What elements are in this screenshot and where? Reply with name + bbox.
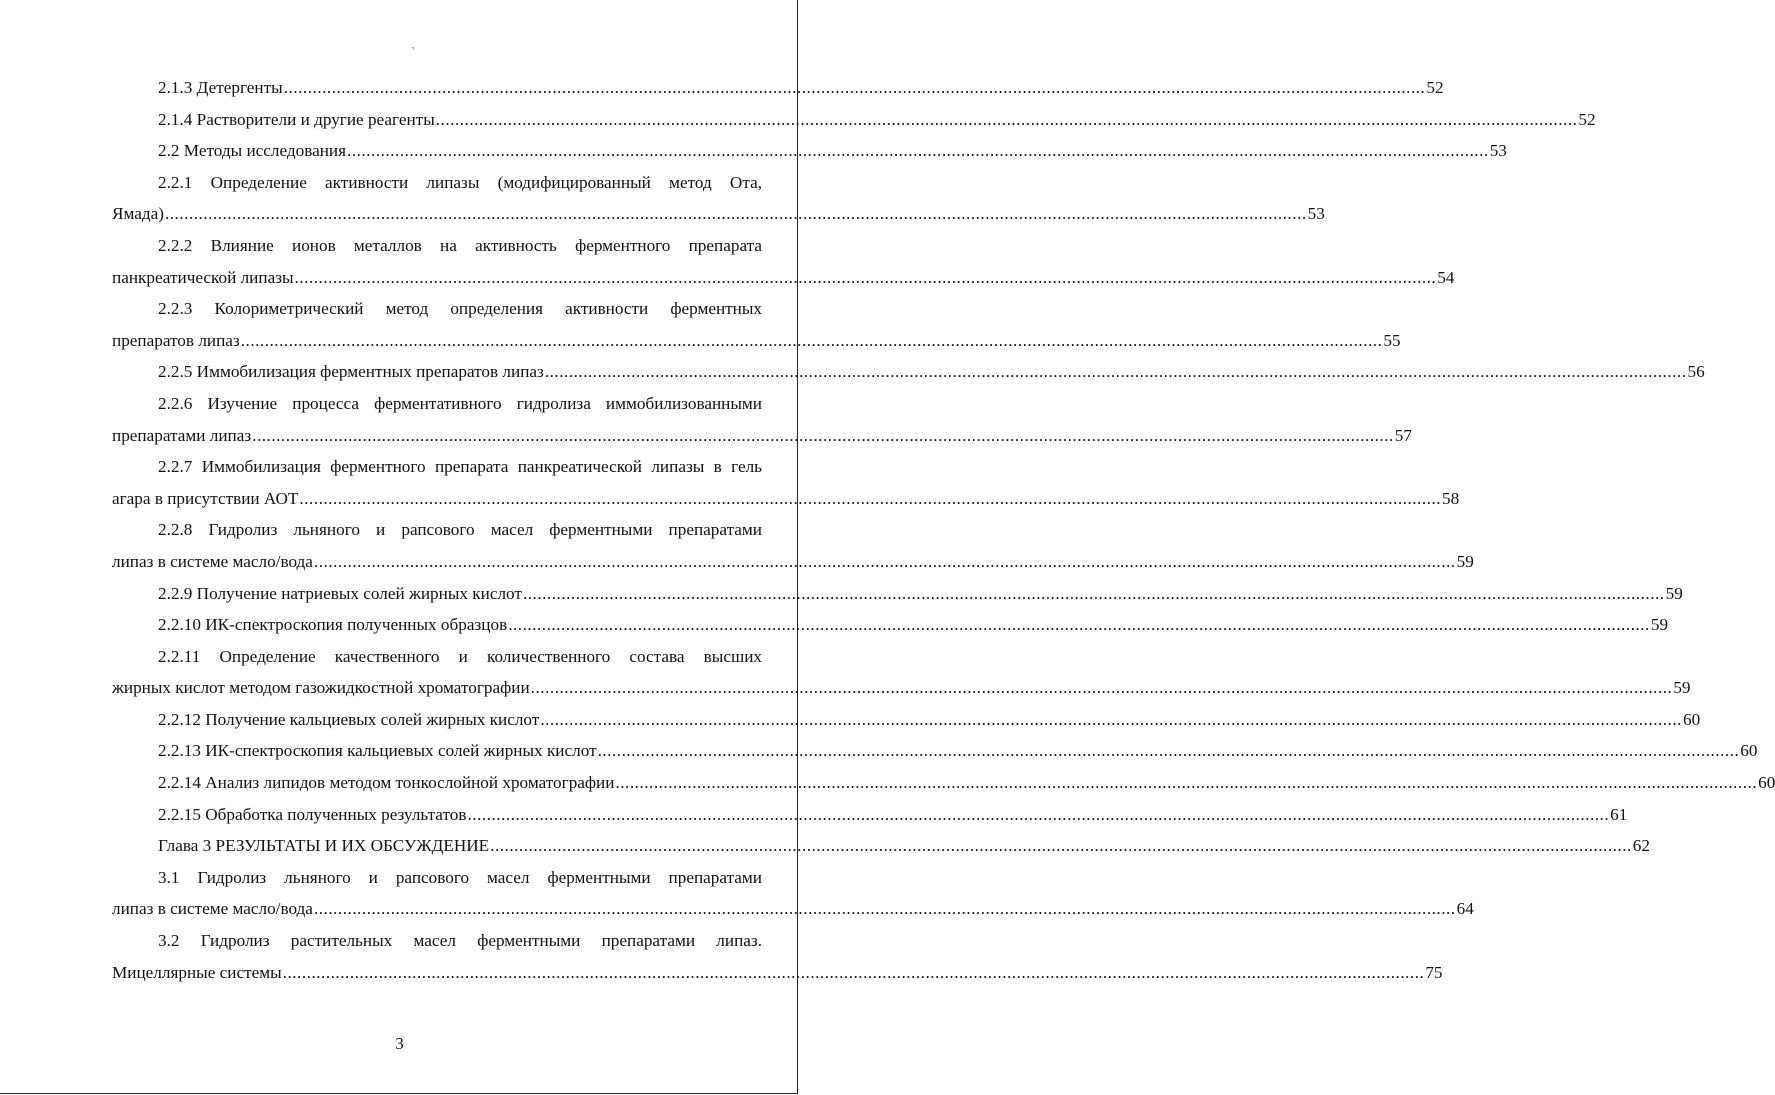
leader-dots [467,799,1609,831]
toc-entry-title-line1: 2.2.1 Определение активности липазы (модифицированный метод Ота, [158,172,762,192]
toc-entry-title-line1: 2.2.8 Гидролиз льняного и рапсового масел ферментными препаратами [158,520,762,540]
toc-entry[interactable] [112,293,1401,356]
leader-dots [490,830,1632,862]
toc-entry-title: агара в присутствии АОТ [112,488,299,508]
toc-entry[interactable] [112,514,1474,577]
toc-entry-title-line1: 2.2.3 Колориметрический метод определения активности ферментных [158,299,762,319]
leader-dots [531,672,1673,704]
toc-page-number: 59 [1665,583,1683,603]
toc-entry[interactable] [112,72,1444,104]
toc-entry-title: препаратами липаз [112,425,252,445]
leader-dots [314,546,1456,578]
leader-dots [523,578,1665,610]
toc-entry-title-line1: 2.2.11 Определение качественного и количественного состава высших [158,646,762,666]
toc-entry[interactable] [112,451,1460,514]
toc-page-number: 58 [1442,488,1460,508]
toc-entry[interactable] [112,388,1412,451]
toc-page-number: 59 [1456,551,1474,571]
toc-entry[interactable] [112,862,1474,925]
toc-entry[interactable] [112,925,1443,988]
toc-entry[interactable] [112,104,1596,136]
toc-entry-title: 2.2.12 Получение кальциевых солей жирных кислот [158,709,540,729]
toc-page-number: 53 [1489,141,1507,161]
leader-dots [252,420,1394,452]
toc-entry-title: 2.1.4 Растворители и другие реагенты [158,109,435,129]
leader-dots [284,72,1426,104]
toc-page-number: 59 [1650,615,1669,635]
toc-entry[interactable] [112,767,1775,799]
leader-dots [615,767,1757,799]
leader-dots [295,262,1437,294]
toc-entry-title: панкреатической липазы [112,267,294,287]
leader-dots [283,957,1425,989]
toc-entry-title: липаз в системе масло/вода [112,899,313,919]
leader-dots [165,198,1307,230]
toc-page-number: 52 [1578,109,1596,129]
toc-page-number: 59 [1673,678,1691,698]
toc-entry[interactable] [112,641,1691,704]
toc-entry[interactable] [112,735,1758,767]
toc-page-number: 56 [1687,362,1705,382]
toc-page-number: 60 [1682,709,1701,729]
toc-entry-title: жирных кислот методом газожидкостной хроматографии [112,678,530,698]
toc-entry-title: 2.1.3 Детергенты [158,78,283,97]
toc-entry-title-line1: 2.2.7 Иммобилизация ферментного препарата панкреатической липазы в гель [158,457,762,477]
leader-dots [508,609,1650,641]
leader-dots [545,356,1687,388]
toc-entry-title: препаратов липаз [112,330,240,350]
toc-entry-title-line1: 3.1 Гидролиз льняного и рапсового масел ферментными препаратами [158,867,762,887]
toc-page-number: 75 [1425,962,1443,982]
toc-entry-title: 2.2.10 ИК-спектроскопия полученных образцов [158,615,508,635]
toc-page-number: 57 [1394,425,1412,445]
toc-page-number: 60 [1758,773,1775,793]
toc-entry[interactable] [112,230,1455,293]
toc-entry-title: Мицеллярные системы [112,962,282,982]
toc-entry-title: 2.2.13 ИК-спектроскопия кальциевых солей жирных кислот [158,741,597,761]
leader-dots [598,735,1740,767]
leader-dots [347,135,1489,167]
toc-page-number: 64 [1456,899,1474,919]
scan-speck: ˈ [478,563,482,574]
toc-page-number: 61 [1610,804,1628,824]
toc-entry[interactable] [112,704,1701,736]
toc-entry[interactable] [112,578,1683,610]
leader-dots [299,483,1441,515]
toc-entry-title: 2.2.5 Иммобилизация ферментных препаратов липаз [158,362,544,382]
leader-dots [540,704,1682,736]
leader-dots [436,104,1578,136]
toc-entry-title: Глава 3 РЕЗУЛЬТАТЫ И ИХ ОБСУЖДЕНИЕ [158,836,490,856]
toc-entry[interactable] [112,830,1650,862]
table-of-contents [112,72,1775,988]
toc-entry-title: 2.2.15 Обработка полученных результатов [158,804,467,824]
toc-entry[interactable] [112,135,1507,167]
toc-entry-title: липаз в системе масло/вода [112,551,313,571]
toc-entry-title: 2.2 Методы исследования [158,141,347,161]
toc-entry[interactable] [112,609,1669,641]
toc-entry[interactable] [112,167,1325,230]
leader-dots [314,893,1456,925]
toc-entry-title: Ямада) [112,204,164,224]
toc-page-number: 62 [1632,836,1650,856]
page-number: 3 [395,1034,404,1053]
toc-entry-title-line1: 2.2.2 Влияние ионов металлов на активность ферментного препарата [158,235,762,255]
toc-page-number: 53 [1307,204,1325,224]
toc-entry-title-line1: 2.2.6 Изучение процесса ферментативного гидролиза иммобилизованными [158,393,762,413]
toc-entry[interactable] [112,356,1705,388]
toc-entry-title: 2.2.9 Получение натриевых солей жирных кислот [158,583,522,603]
toc-entry[interactable] [112,799,1628,831]
toc-entry-title: 2.2.14 Анализ липидов методом тонкослойной хроматографии [158,773,615,793]
scan-speck: , [412,40,415,51]
toc-page-number: 55 [1383,330,1401,350]
toc-page-number: 52 [1426,78,1444,97]
toc-entry-title-line1: 3.2 Гидролиз растительных масел ферментными препаратами липаз. [158,931,762,951]
leader-dots [241,325,1383,357]
toc-page-number: 60 [1740,741,1758,761]
toc-page-number: 54 [1437,267,1455,287]
